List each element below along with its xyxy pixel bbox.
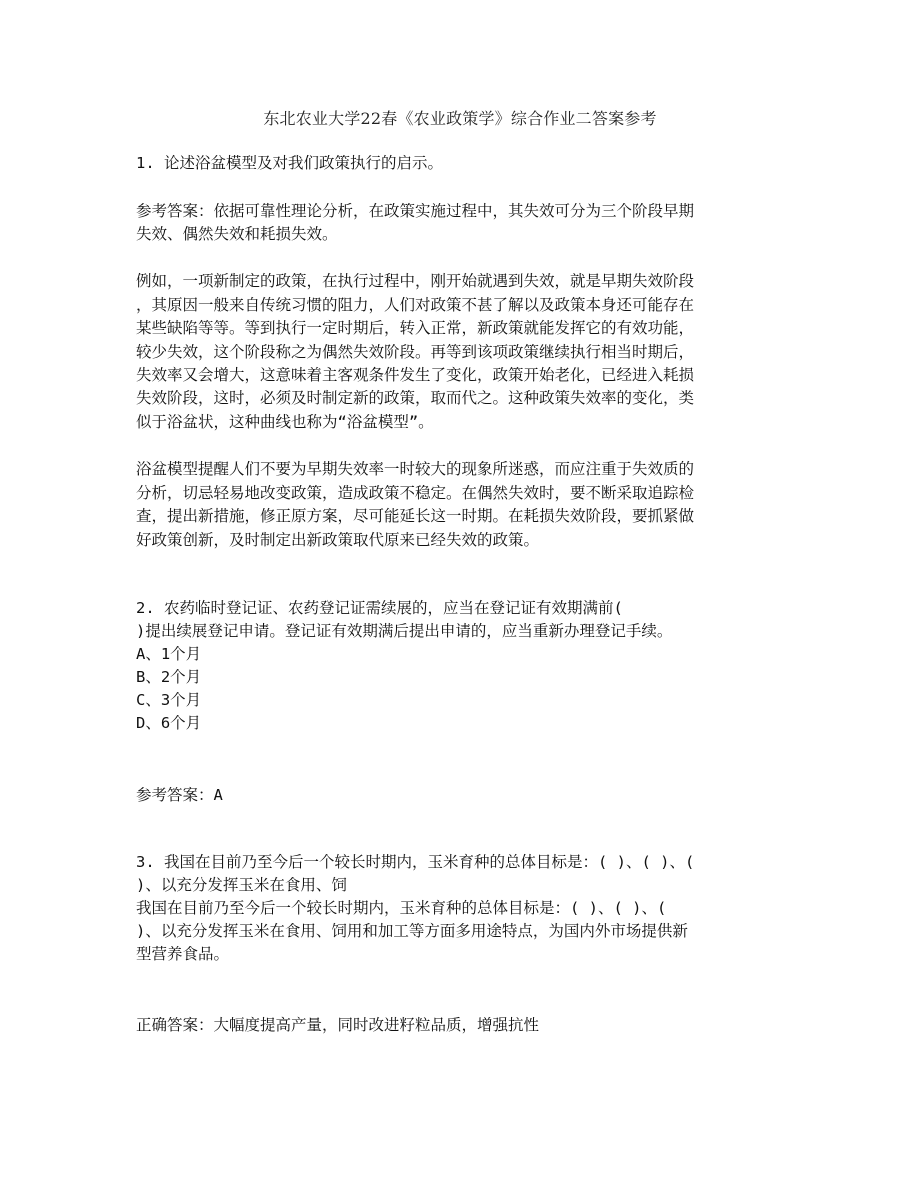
question-3-text: )、以充分发挥玉米在食用、饲 [136, 876, 347, 894]
answer-1-paragraph-2-line: 某些缺陷等等。等到执行一定时期后，转入正常，新政策就能发挥它的有效功能， [136, 319, 695, 337]
answer-1-paragraph-2-line: 失效率又会增大，这意味着主客观条件发生了变化，政策开始老化，已经进入耗损 [136, 366, 695, 384]
question-2-text: )提出续展登记申请。登记证有效期满后提出申请的，应当重新办理登记手续。 [136, 622, 673, 640]
question-1-text: 1. 论述浴盆模型及对我们政策执行的启示。 [136, 154, 443, 172]
answer-1-paragraph-3-line: 浴盆模型提醒人们不要为早期失效率一时较大的现象所迷惑，而应注重于失效质的 [136, 460, 695, 478]
question-3-text: 3. 我国在目前乃至今后一个较长时期内，玉米育种的总体目标是：( )、( )、( [136, 853, 695, 871]
option-b: B、2个月 [136, 668, 202, 686]
answer-1-line: 参考答案：依据可靠性理论分析，在政策实施过程中，其失效可分为三个阶段早期 [136, 202, 695, 220]
question-3-text: 我国在目前乃至今后一个较长时期内，玉米育种的总体目标是：( )、( )、( [136, 899, 667, 917]
answer-1-paragraph-2-line: 似于浴盆状，这种曲线也称为“浴盆模型”。 [136, 413, 434, 431]
answer-2: 参考答案：A [136, 786, 223, 804]
answer-1-paragraph-2-line: 例如，一项新制定的政策，在执行过程中，刚开始就遇到失效，就是早期失效阶段 [136, 272, 695, 290]
option-d: D、6个月 [136, 714, 202, 732]
answer-1-paragraph-2-line: 较少失效，这个阶段称之为偶然失效阶段。再等到该项政策继续执行相当时期后， [136, 343, 695, 361]
answer-1-paragraph-2-line: ，其原因一般来自传统习惯的阻力，人们对政策不甚了解以及政策本身还可能存在 [136, 296, 695, 314]
question-3-text: )、以充分发挥玉米在食用、饲用和加工等方面多用途特点，为国内外市场提供新 [136, 922, 688, 940]
document-title: 东北农业大学22春《农业政策学》综合作业二答案参考 [263, 109, 657, 128]
answer-3: 正确答案：大幅度提高产量，同时改进籽粒品质，增强抗性 [136, 1016, 540, 1034]
answer-1-paragraph-3-line: 好政策创新，及时制定出新政策取代原来已经失效的政策。 [136, 531, 540, 549]
option-c: C、3个月 [136, 691, 202, 709]
option-a: A、1个月 [136, 645, 202, 663]
question-3-text: 型营养食品。 [136, 945, 230, 963]
answer-1-line: 失效、偶然失效和耗损失效。 [136, 225, 338, 243]
question-2-text: 2. 农药临时登记证、农药登记证需续展的，应当在登记证有效期满前( [136, 599, 623, 617]
answer-1-paragraph-2-line: 失效阶段，这时，必须及时制定新的政策，取而代之。这种政策失效率的变化，类 [136, 389, 695, 407]
answer-1-paragraph-3-line: 查，提出新措施，修正原方案，尽可能延长这一时期。在耗损失效阶段，要抓紧做 [136, 507, 695, 525]
answer-1-paragraph-3-line: 分析，切忌轻易地改变政策，造成政策不稳定。在偶然失效时，要不断采取追踪检 [136, 484, 695, 502]
